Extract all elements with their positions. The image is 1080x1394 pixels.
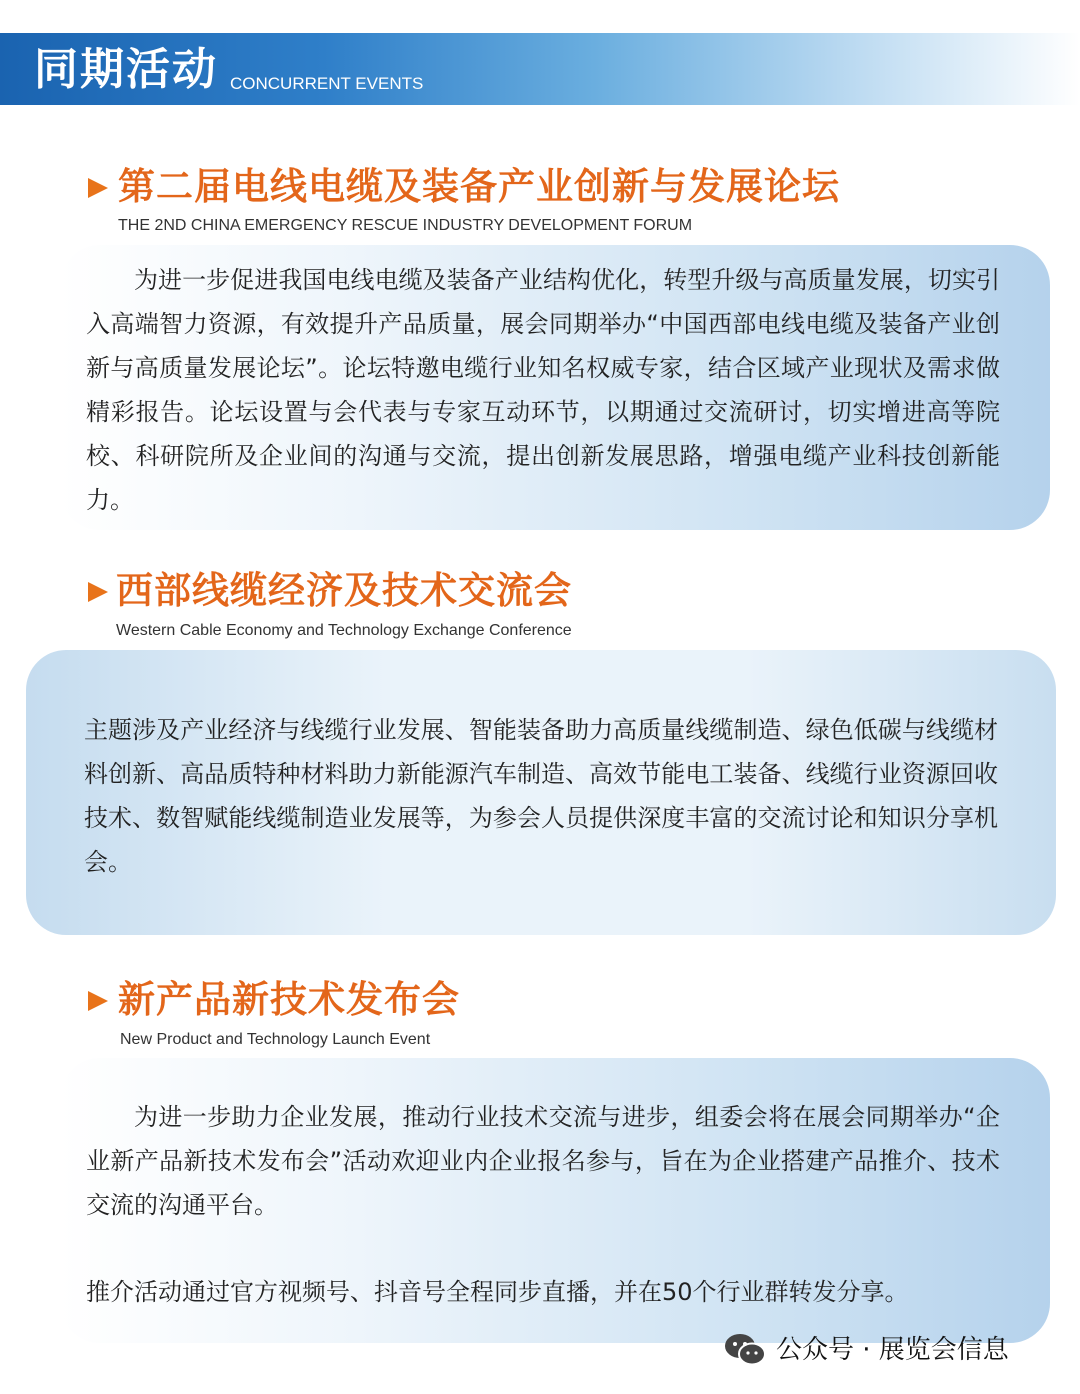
footer-account-label: 公众号 · 展览会信息 bbox=[776, 1335, 1009, 1365]
arrow-right-icon bbox=[88, 991, 108, 1011]
arrow-right-icon bbox=[88, 178, 108, 198]
section-subtitle-en: THE 2ND CHINA EMERGENCY RESCUE INDUSTRY DEVELOPMENT FORUM bbox=[118, 217, 693, 234]
page-subtitle: CONCURRENT EVENTS bbox=[230, 74, 424, 93]
section-title: 第二届电线电缆及装备产业创新与发展论坛 bbox=[118, 165, 840, 208]
section-paragraph: 为进一步促进我国电线电缆及装备产业结构优化，转型升级与高质量发展，切实引入高端智力资源，有效提升产品质量，展会同期举办“中国西部电线电缆及装备产业创新与高质量发展论坛”。论坛特邀电缆行业知名权威专家，结合区域产业现状及需求做精彩报告。论坛设置与会代表与专家互动环节，以期通过交流研讨，切实增进高等院校、科研院所及企业间的沟通与交流，提出创新发展思路，增强电缆产业科技创新能力。 bbox=[86, 266, 1000, 514]
section-paragraph: 推介活动通过官方视频号、抖音号全程同步直播，并在50个行业群转发分享。 bbox=[86, 1278, 909, 1306]
arrow-right-icon bbox=[88, 582, 108, 602]
section-subtitle-en: New Product and Technology Launch Event bbox=[120, 1031, 431, 1048]
section-paragraph: 主题涉及产业经济与线缆行业发展、智能装备助力高质量线缆制造、绿色低碳与线缆材料创新、高品质特种材料助力新能源汽车制造、高效节能电工装备、线缆行业资源回收技术、数智赋能线缆制造业发展等，为参会人员提供深度丰富的交流讨论和知识分享机会。 bbox=[84, 716, 998, 876]
section-subtitle-en: Western Cable Economy and Technology Exchange Conference bbox=[116, 622, 572, 639]
section-paragraph: 为进一步助力企业发展，推动行业技术交流与进步，组委会将在展会同期举办“企业新产品新技术发布会”活动欢迎业内企业报名参与，旨在为企业搭建产品推介、技术交流的沟通平台。 bbox=[86, 1103, 1000, 1219]
page-title: 同期活动 bbox=[34, 44, 218, 95]
wechat-icon bbox=[723, 1332, 767, 1368]
section-title: 西部线缆经济及技术交流会 bbox=[116, 569, 572, 612]
section-title: 新产品新技术发布会 bbox=[118, 978, 460, 1021]
